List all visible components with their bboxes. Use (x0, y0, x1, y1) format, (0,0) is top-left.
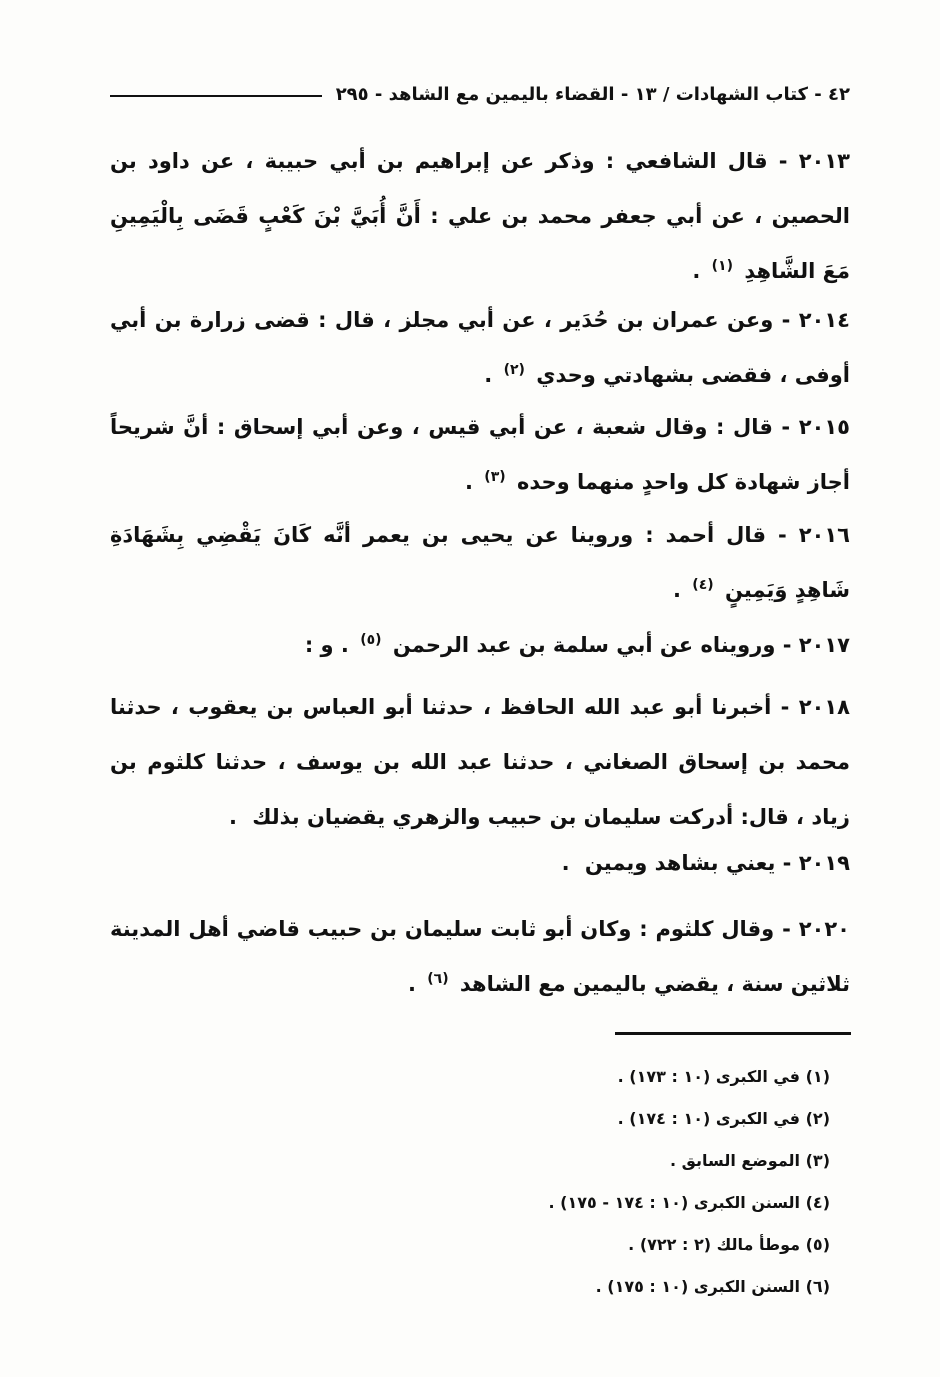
footnote-separator (615, 1032, 851, 1035)
paragraph-end: . (673, 578, 681, 602)
paragraph-text: ٢٠١٥ - قال : وقال شعبة ، عن أبي قيس ، وعن أبي إسحاق : أنَّ شريحاً أجاز شهادة كل واحدٍ منهما وحده (110, 415, 850, 494)
paragraph-end: . (465, 470, 473, 494)
footnote-4: (٤) السنن الكبرى (١٠ : ١٧٤ - ١٧٥) . (548, 1193, 830, 1212)
paragraph-text: ٢٠١٣ - قال الشافعي : وذكر عن إبراهيم بن أبي حبيبة ، عن داود بن الحصين ، عن أبي جعفر محمد بن علي : أَنَّ أُبَيَّ بْنَ كَعْبٍ قَضَى بِالْيَمِينِ مَعَ الشَّاهِدِ (110, 149, 850, 283)
footnote-ref: (٥) (360, 632, 382, 648)
running-header (110, 78, 850, 110)
paragraph-text: ٢٠٢٠ - وقال كلثوم : وكان أبو ثابت سليمان بن حبيب قاضي أهل المدينة ثلاثين سنة ، يقضي باليمين مع الشاهد (110, 917, 850, 996)
paragraph-text: ٢٠١٨ - أخبرنا أبو عبد الله الحافظ ، حدثنا أبو العباس بن يعقوب ، حدثنا محمد بن إسحاق الصغاني ، حدثنا عبد الله بن يوسف ، حدثنا كلثوم بن زياد ، قال: أدركت سليمان بن حبيب والزهري يقضيان بذلك (110, 695, 850, 829)
paragraph-text: ٢٠١٩ - يعني بشاهد ويمين (584, 851, 850, 875)
paragraph-2018 (110, 680, 850, 845)
footnote-ref: (٢) (503, 362, 525, 378)
footnote-6: (٦) السنن الكبرى (١٠ : ١٧٥) . (595, 1277, 830, 1296)
paragraph-2019 (110, 836, 850, 891)
footnote-1: (١) في الكبرى (١٠ : ١٧٣) . (617, 1067, 830, 1086)
paragraph-2015 (110, 400, 850, 510)
paragraph-2014 (110, 293, 850, 403)
paragraph-end: . (561, 851, 570, 875)
footnotes (410, 1056, 830, 1308)
paragraph-end: . (407, 972, 416, 996)
footnote-3: (٣) الموضع السابق . (669, 1151, 830, 1170)
paragraph-end: . (692, 259, 701, 283)
paragraph-end: . (228, 805, 237, 829)
header-title: ٤٢ - كتاب الشهادات / ١٣ - القضاء باليمين مع الشاهد - ٢٩٥ (335, 83, 850, 105)
paragraph-text: ٢٠١٧ - ورويناه عن أبي سلمة بن عبد الرحمن (392, 633, 850, 657)
paragraph-2013 (110, 134, 850, 299)
paragraph-2020 (110, 902, 850, 1012)
paragraph-end: . (484, 363, 493, 387)
paragraph-end: . و : (304, 633, 349, 657)
paragraph-text: ٢٠١٤ - وعن عمران بن حُدَير ، عن أبي مجلز ، قال : قضى زرارة بن أبي أوفى ، فقضى بشهادتي وحدي (110, 308, 850, 387)
footnote-ref: (١) (711, 258, 733, 274)
footnote-5: (٥) موطأ مالك (٢ : ٧٢٢) . (628, 1235, 830, 1254)
header-rule (110, 95, 322, 97)
footnote-2: (٢) في الكبرى (١٠ : ١٧٤) . (617, 1109, 830, 1128)
footnote-ref: (٣) (484, 469, 506, 485)
footnote-ref: (٤) (692, 577, 714, 593)
paragraph-2016 (110, 508, 850, 618)
paragraph-text: ٢٠١٦ - قال أحمد : وروينا عن يحيى بن يعمر أنَّه كَانَ يَقْضِي بِشَهَادَةِ شَاهِدٍ وَيَمِينٍ (110, 523, 850, 602)
paragraph-2017 (110, 618, 850, 673)
footnote-ref: (٦) (427, 971, 449, 987)
